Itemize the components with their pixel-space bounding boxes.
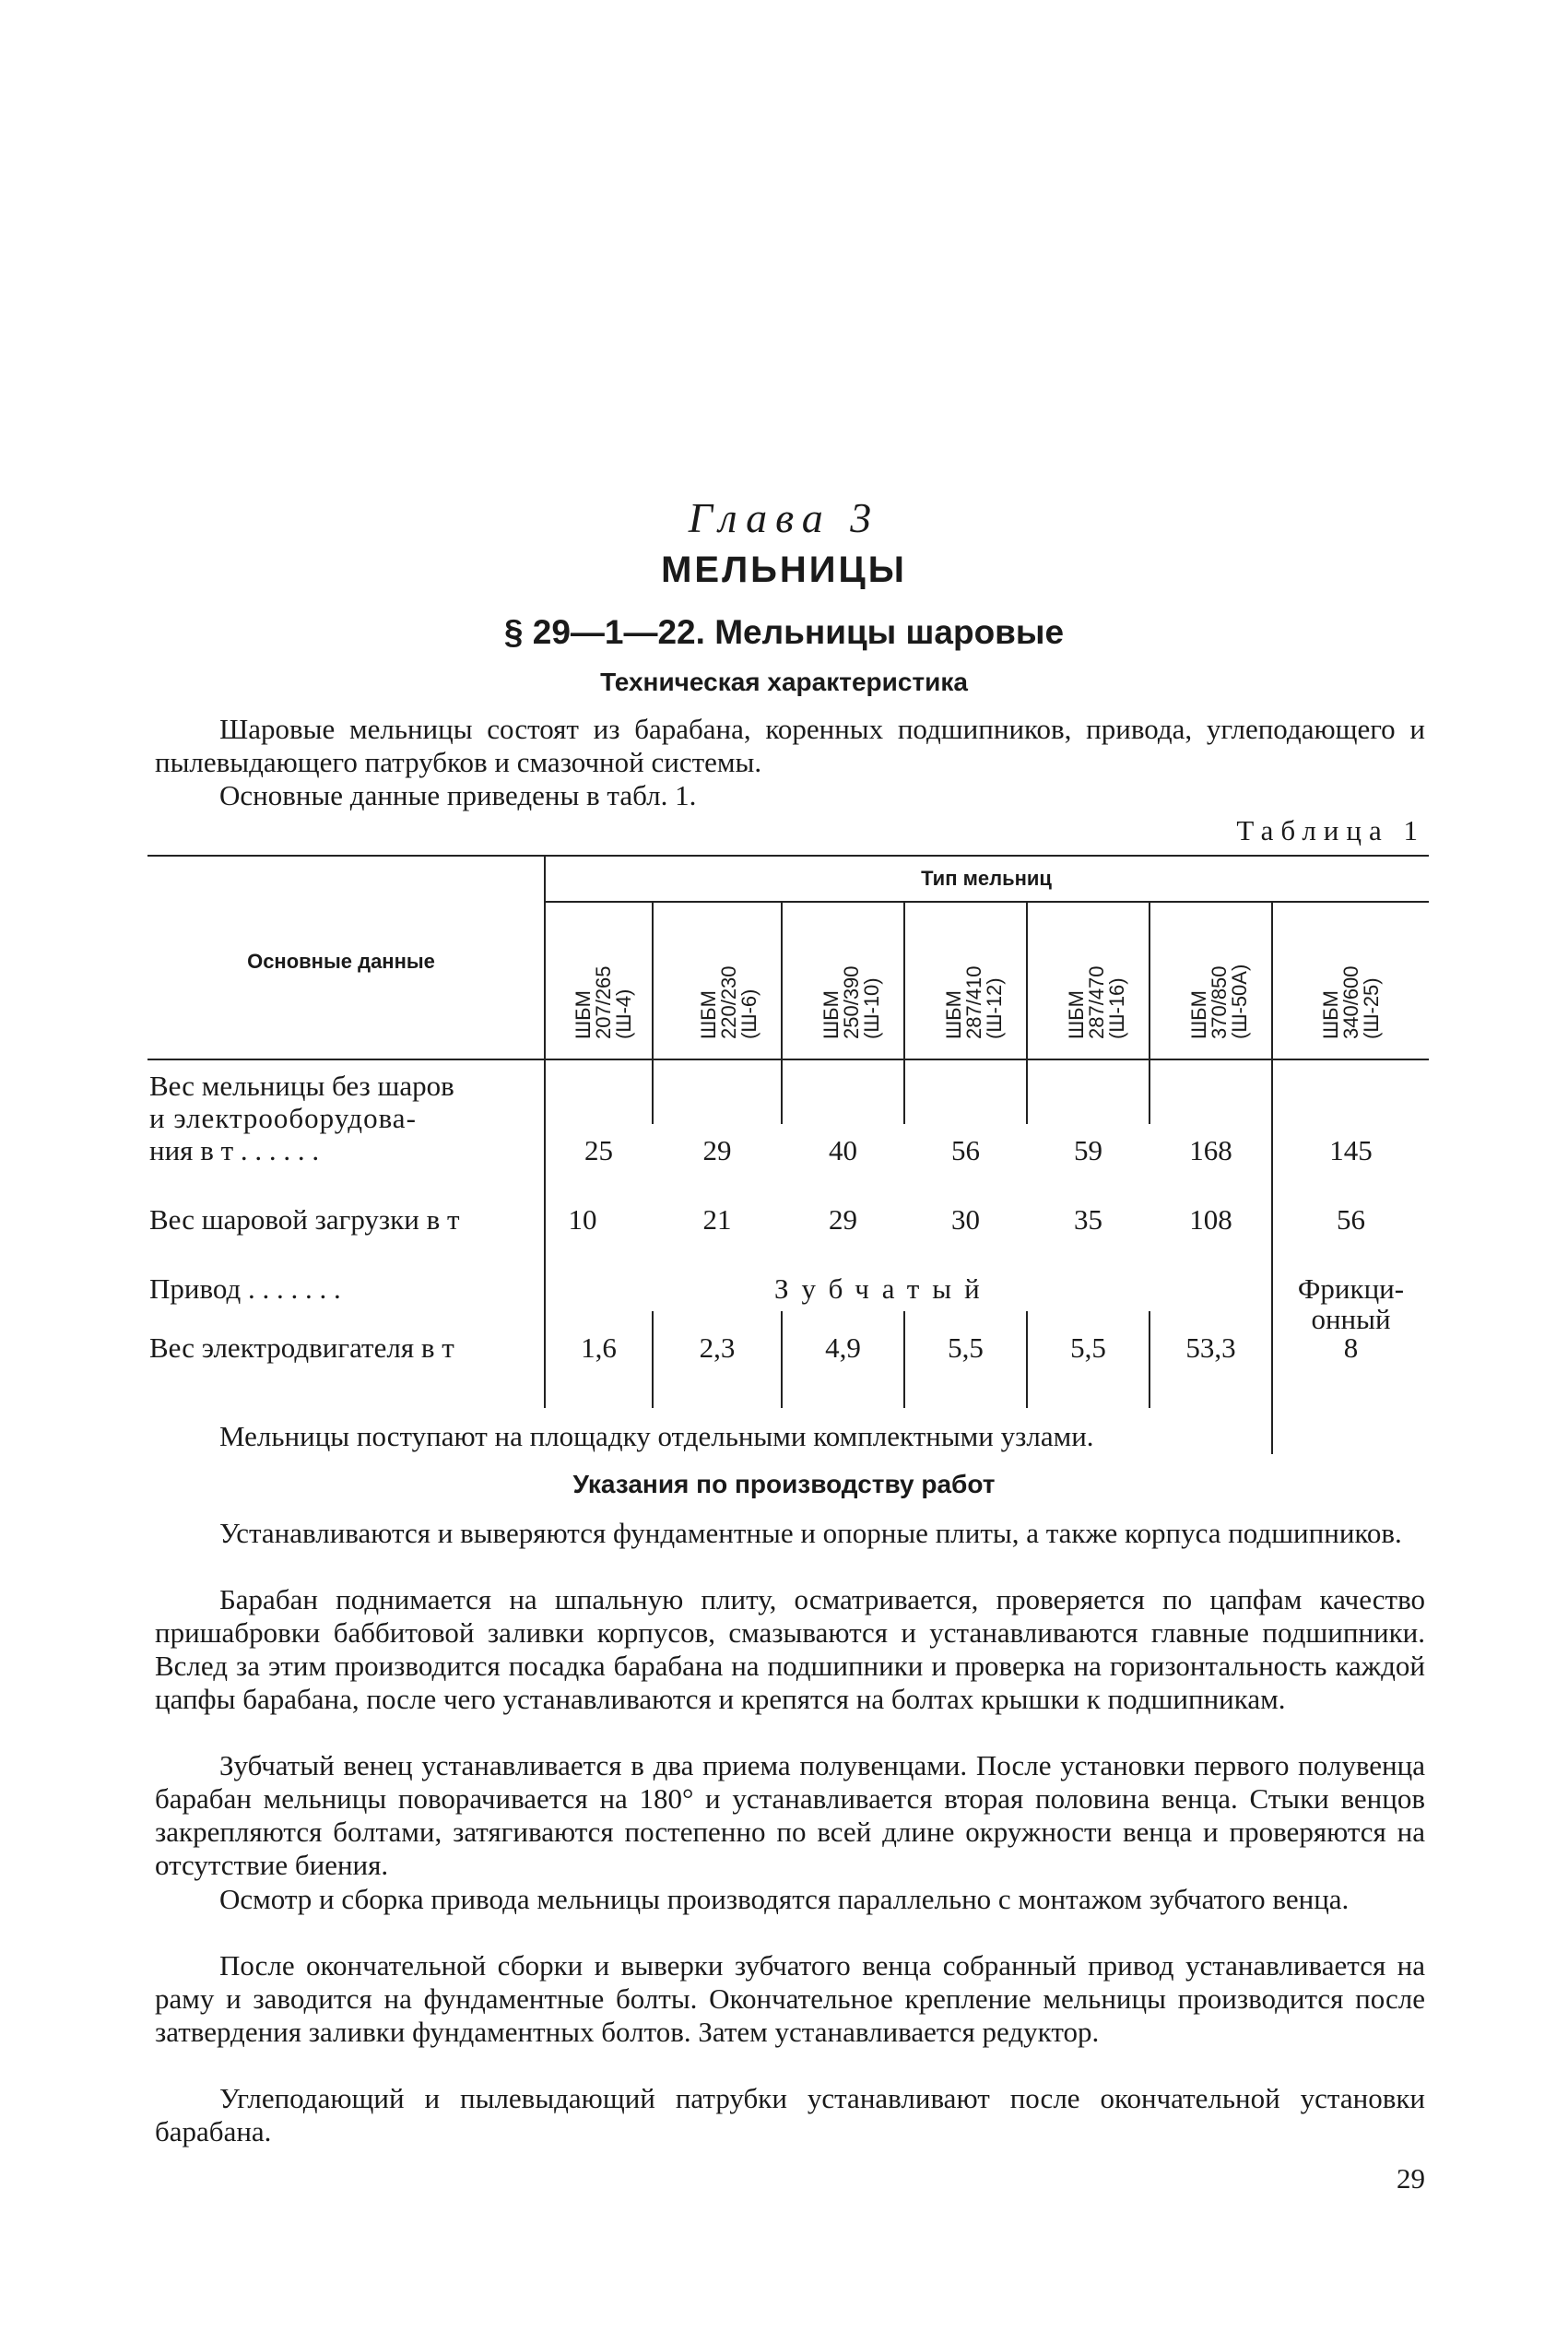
cell-motor-mass: 8 [1343,1331,1359,1364]
intro-paragraph-2: Основные данные приведены в табл. 1. [219,779,697,811]
cell-mass: 168 [1189,1134,1232,1166]
cell-mass: 40 [829,1134,857,1166]
cell-mass: 29 [702,1134,732,1166]
work-paragraph-1: Устанавливаются и выверяются фундаментные и опорные плиты, а также корпуса подшипников. [219,1517,1402,1549]
cell-drive-friction-2: онный [1311,1303,1391,1335]
chapter-title: МЕЛЬНИЦЫ [661,550,907,590]
type-header-sh6: ШБМ 220/230 (Ш-6) [697,965,760,1039]
cell-motor-mass: 5,5 [1070,1331,1106,1364]
work-paragraph-3: Зубчатый венец устанавливается в два приема полувенцами. После установки первого полувенца барабан мельницы поворачивается на 180° и устанавливается вторая половина венца. Стыки венцов закрепляются болтами, затягиваются постепенно по всей длине окружности венца и проверяются на отсутствие биения. [155,1749,1425,1881]
work-paragraph-5: После окончательной сборки и выверки зубчатого венца собранный привод устанавливается на раму и заводится на фундаментные болты. Окончательное крепление мельницы производится после затвердения заливки фундаментных болтов. Затем устанавливается редуктор. [155,1949,1425,2048]
cell-ball-load: 29 [829,1203,857,1236]
type-header-sh50a: ШБМ 370/850 (Ш-50А) [1187,964,1251,1039]
cell-mass: 145 [1329,1134,1373,1166]
cell-motor-mass: 5,5 [948,1331,984,1364]
cell-drive-gear: Зубчатый [774,1272,993,1305]
type-header-sh10: ШБМ 250/390 (Ш-10) [819,965,883,1039]
cell-ball-load: 35 [1074,1203,1102,1236]
work-paragraph-2: Барабан поднимается на шпальную плиту, осматривается, проверяется по цапфам качество пришабровки баббитовой заливки корпусов, смазываются и устанавливаются главные подшипники. Вслед за этим производится посадка барабана на подшипники и проверка на горизонтальность каждой цапфы барабана, после чего устанавливаются и крепятся на болтах крышки к подшипникам. [155,1583,1425,1715]
subsection-heading-specs: Техническая характеристика [600,668,968,696]
work-paragraph-4: Осмотр и сборка привода мельницы производятся параллельно с монтажом зубчатого венца. [219,1883,1350,1915]
cell-ball-load: 30 [951,1203,980,1236]
mill-specs-table [147,855,1429,1408]
cell-ball-load: 108 [1189,1203,1232,1236]
row-label-mass-1: Вес мельницы без шаров [149,1070,454,1102]
cell-motor-mass: 1,6 [581,1331,617,1364]
cell-mass: 59 [1074,1134,1102,1166]
after-table-note: Мельницы поступают на площадку отдельными комплектными узлами. [219,1420,1094,1452]
cell-ball-load: 10 [568,1203,597,1236]
work-paragraph-6: Углеподающий и пылевыдающий патрубки устанавливают после окончательной установки барабана. [155,2082,1425,2148]
intro-paragraph: Шаровые мельницы состоят из барабана, коренных подшипников, привода, углеподающего и пылевыдающего патрубков и смазочной системы. [155,713,1425,778]
group-header-mill-types: Тип мельниц [921,867,1052,890]
row-label-motor: Вес электродвигателя в т [149,1331,454,1364]
type-header-sh12: ШБМ 287/410 (Ш-12) [942,965,1006,1039]
cell-motor-mass: 4,9 [825,1331,861,1364]
cell-ball-load: 21 [702,1203,732,1236]
type-header-sh25: ШБМ 340/600 (Ш-25) [1319,965,1383,1039]
cell-mass: 25 [584,1134,613,1166]
cell-mass: 56 [951,1134,980,1166]
cell-ball-load: 56 [1337,1203,1365,1236]
subsection-heading-work: Указания по производству работ [572,1470,996,1498]
table-caption: Таблица 1 [1236,814,1425,846]
row-label-mass-2: и электрооборудова- [149,1102,417,1134]
type-header-sh4: ШБМ 207/265 (Ш-4) [572,965,635,1039]
column-header-main-data: Основные данные [247,950,435,973]
cell-drive-friction-1: Фрикци- [1297,1272,1405,1305]
page-number: 29 [1397,2162,1425,2195]
section-heading: § 29—1—22. Мельницы шаровые [503,613,1065,651]
row-label-drive: Привод . . . . . . . [149,1272,341,1305]
cell-motor-mass: 2,3 [699,1331,736,1364]
cell-motor-mass: 53,3 [1185,1331,1236,1364]
type-header-sh16: ШБМ 287/470 (Ш-16) [1065,965,1128,1039]
row-label-ball-load: Вес шаровой загрузки в т [149,1203,460,1236]
chapter-heading: Глава 3 [688,494,880,541]
row-label-mass-3: ния в т . . . . . . [149,1134,320,1166]
